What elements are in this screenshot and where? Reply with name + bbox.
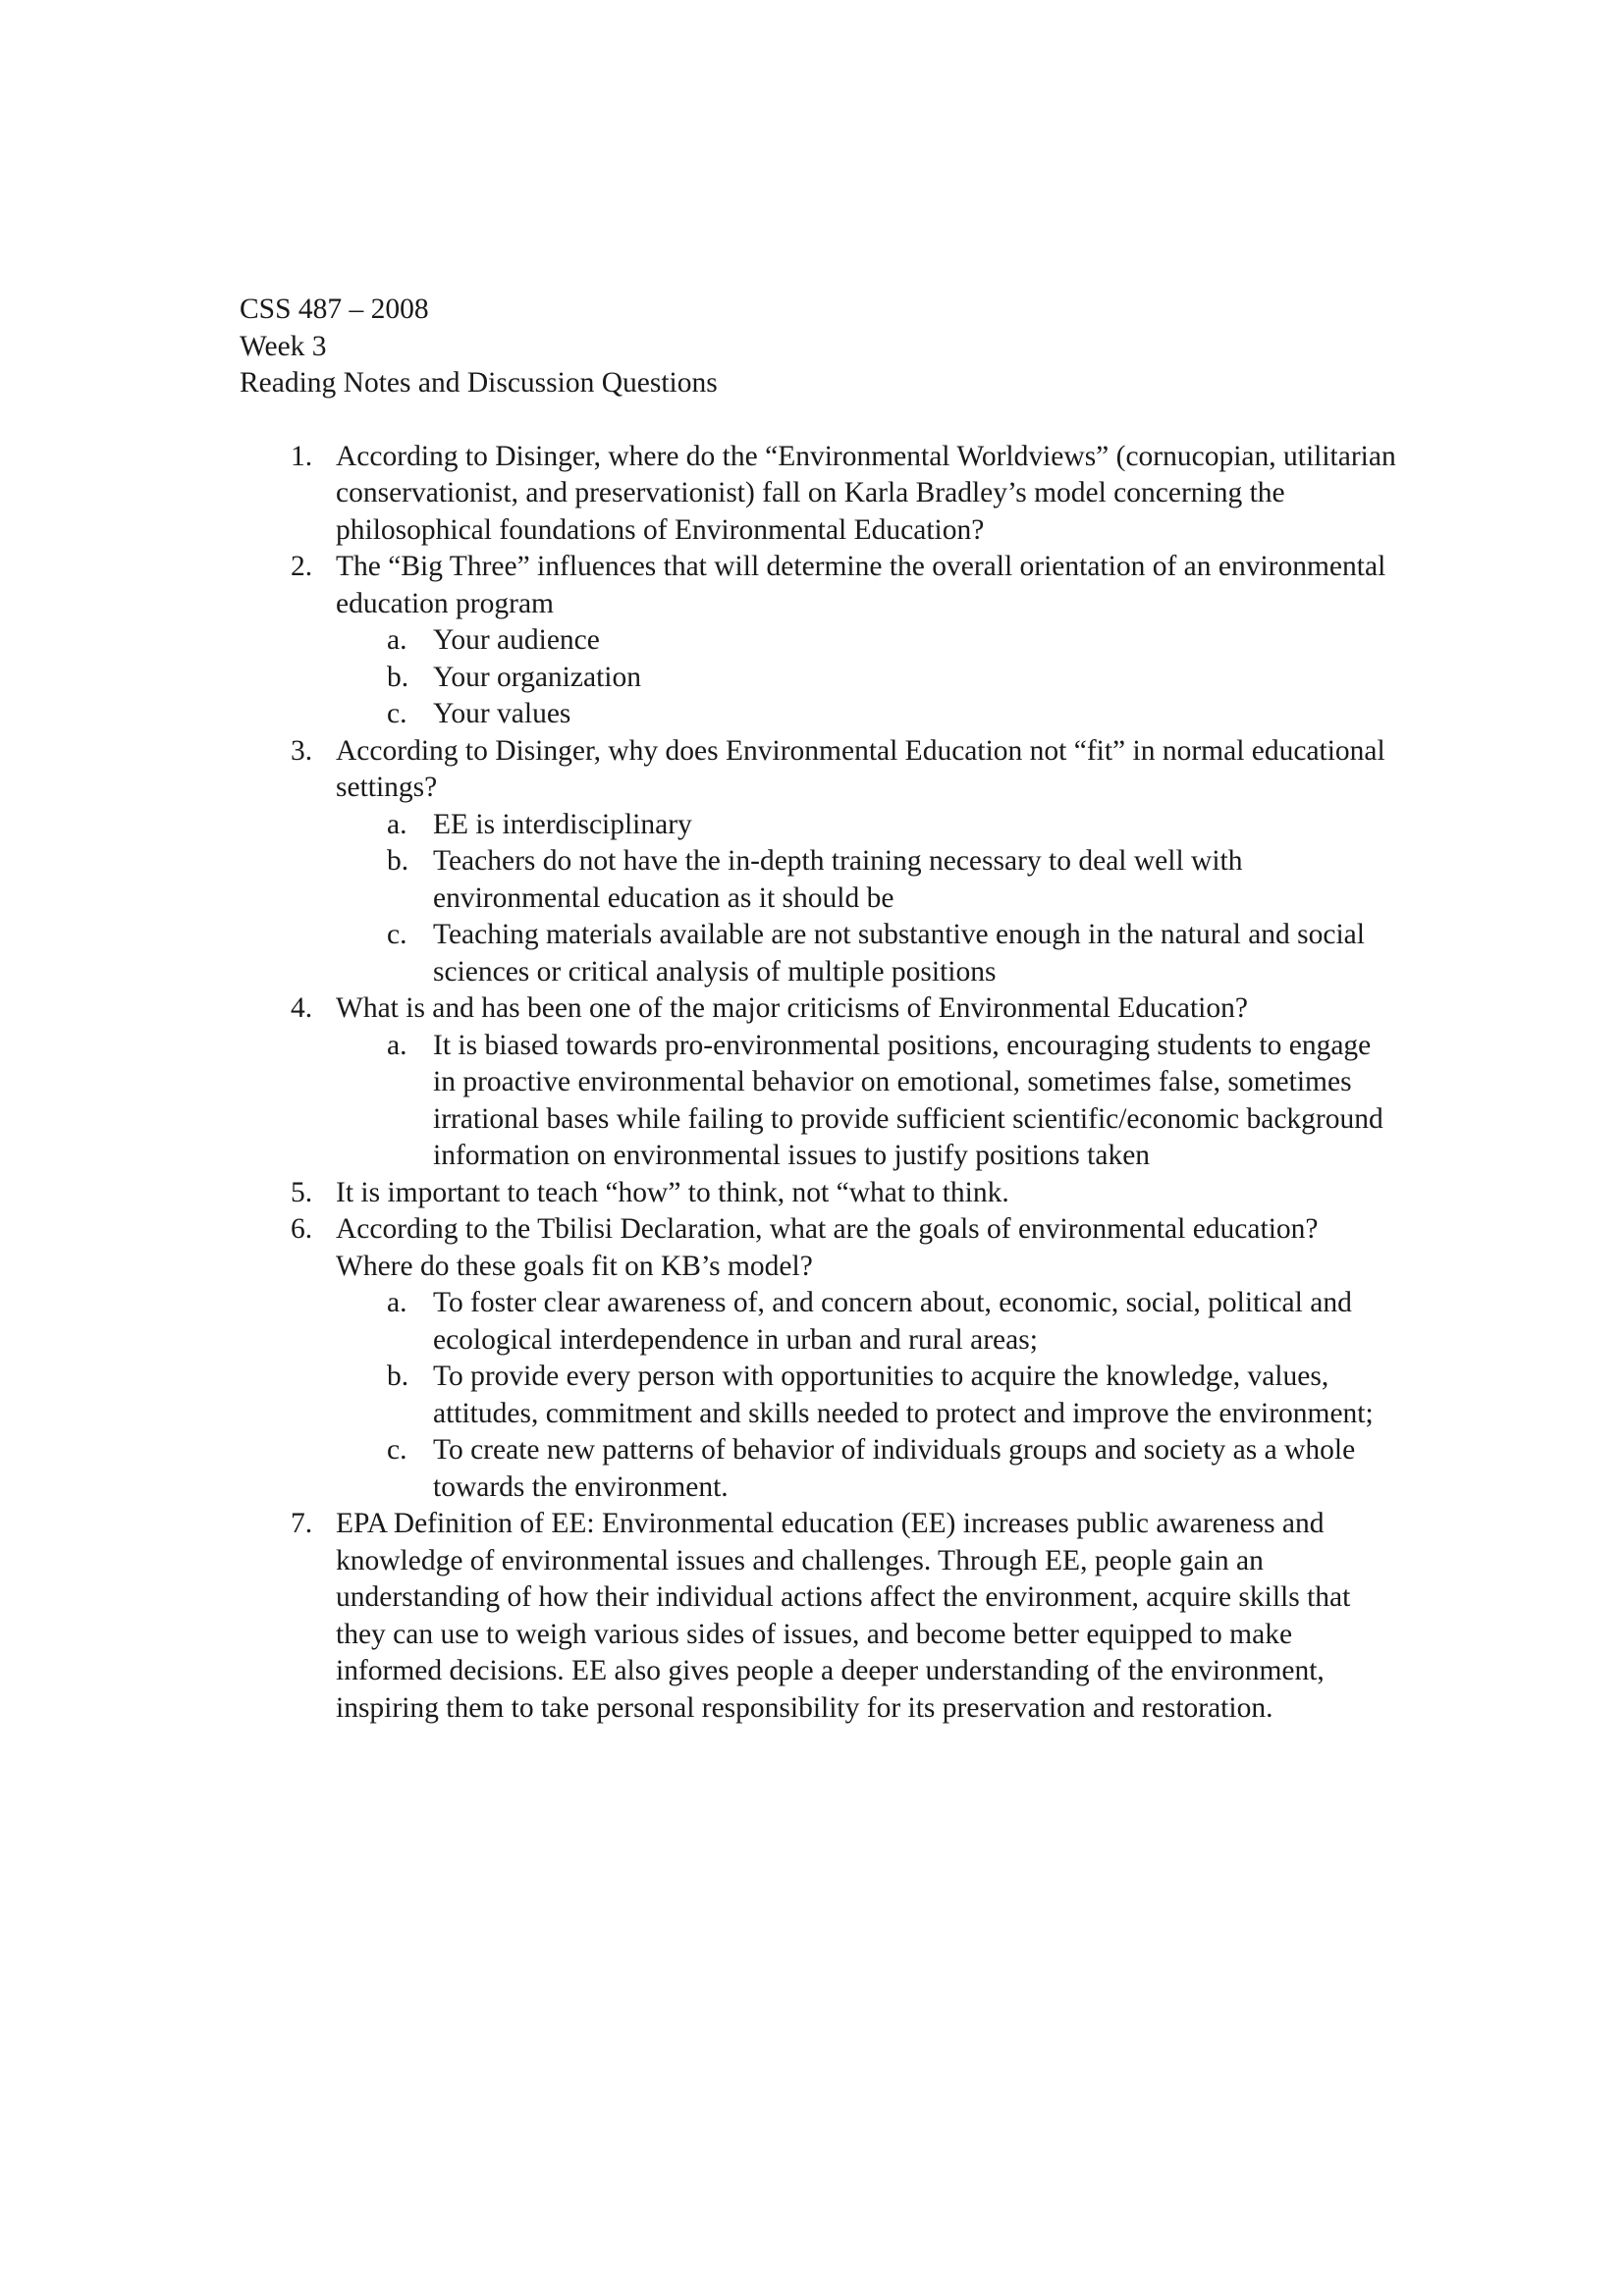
question-number: 2. — [291, 551, 313, 582]
subitem-letter: a. — [387, 1287, 407, 1318]
subitem-text: To create new patterns of behavior of individuals groups and society as a whole towards the environment. — [433, 1434, 1356, 1503]
question-item — [240, 439, 1398, 550]
question-number: 1. — [291, 440, 313, 472]
question-text: According to the Tbilisi Declaration, what are the goals of environmental education? Where do these goals fit on KB’s model? — [336, 1213, 1319, 1282]
subitem — [336, 696, 1398, 733]
question-number: 5. — [291, 1176, 313, 1208]
subitem-letter: b. — [387, 661, 409, 693]
subitem-text: It is biased towards pro-environmental positions, encouraging students to engage in proactive environmental behavior on emotional, sometimes false, sometimes irrational bases while failing to provide sufficient scientific/economic background information on environmental issues to justify positions taken — [433, 1029, 1383, 1171]
subitem-letter: a. — [387, 1029, 407, 1061]
subitem-text: Your audience — [433, 624, 600, 656]
question-item — [240, 1211, 1398, 1506]
document-content — [240, 292, 1398, 1727]
subitem — [336, 843, 1398, 917]
subitem-letter: b. — [387, 845, 409, 877]
question-item — [240, 1506, 1398, 1727]
question-list — [240, 439, 1398, 1728]
document-header — [240, 292, 1398, 402]
subitem-text: EE is interdisciplinary — [433, 808, 692, 840]
question-text: EPA Definition of EE: Environmental education (EE) increases public awareness and knowledge of environmental issues and challenges. Through EE, people gain an understanding of how their individual actions affect the environment, acquire skills that they can use to weigh various sides of issues, and become better equipped to make informed decisions. EE also gives people a deeper understanding of the environment, inspiring them to take personal responsibility for its preservation and restoration. — [336, 1508, 1351, 1724]
subitem — [336, 1359, 1398, 1432]
document-subtitle: Reading Notes and Discussion Questions — [240, 367, 718, 399]
subitem-text: Your values — [433, 698, 571, 729]
subitem — [336, 1285, 1398, 1359]
subitem-text: Teaching materials available are not substantive enough in the natural and social sciences or critical analysis of multiple positions — [433, 919, 1365, 988]
subitem-list — [336, 1028, 1398, 1175]
question-text: What is and has been one of the major criticisms of Environmental Education? — [336, 992, 1248, 1024]
question-text: According to Disinger, why does Environmental Education not “fit” in normal educational settings? — [336, 734, 1385, 803]
subitem-letter: b. — [387, 1361, 409, 1392]
week-label: Week 3 — [240, 330, 327, 362]
question-number: 7. — [291, 1508, 313, 1539]
subitem-text: To foster clear awareness of, and concern about, economic, social, political and ecological interdependence in urban and rural areas; — [433, 1287, 1352, 1356]
question-text: According to Disinger, where do the “Environmental Worldviews” (cornucopian, utilitarian conservationist, and preservationist) fall on Karla Bradley’s model concerning the philosophical foundations of Environmental Education? — [336, 440, 1396, 546]
subitem — [336, 807, 1398, 844]
subitem-letter: c. — [387, 1434, 407, 1466]
subitem — [336, 1432, 1398, 1506]
course-title: CSS 487 – 2008 — [240, 294, 429, 325]
question-item — [240, 1175, 1398, 1212]
subitem — [336, 622, 1398, 660]
subitem — [336, 1028, 1398, 1175]
subitem-text: Your organization — [433, 661, 641, 693]
question-text: The “Big Three” influences that will determine the overall orientation of an environmental education program — [336, 551, 1386, 619]
question-number: 4. — [291, 992, 313, 1024]
question-item — [240, 990, 1398, 1175]
subitem-list — [336, 1285, 1398, 1506]
question-item — [240, 549, 1398, 733]
subitem-letter: c. — [387, 698, 407, 729]
subitem — [336, 660, 1398, 697]
subitem — [336, 917, 1398, 990]
subitem-text: Teachers do not have the in-depth training necessary to deal well with environmental education as it should be — [433, 845, 1243, 914]
question-number: 6. — [291, 1213, 313, 1245]
subitem-letter: a. — [387, 808, 407, 840]
subitem-list — [336, 807, 1398, 991]
question-text: It is important to teach “how” to think, not “what to think. — [336, 1176, 1009, 1208]
subitem-list — [336, 622, 1398, 733]
subitem-letter: c. — [387, 919, 407, 950]
question-number: 3. — [291, 734, 313, 767]
subitem-text: To provide every person with opportunities to acquire the knowledge, values, attitudes, commitment and skills needed to protect and improve the environment; — [433, 1361, 1374, 1429]
subitem-letter: a. — [387, 624, 407, 656]
question-item — [240, 733, 1398, 991]
